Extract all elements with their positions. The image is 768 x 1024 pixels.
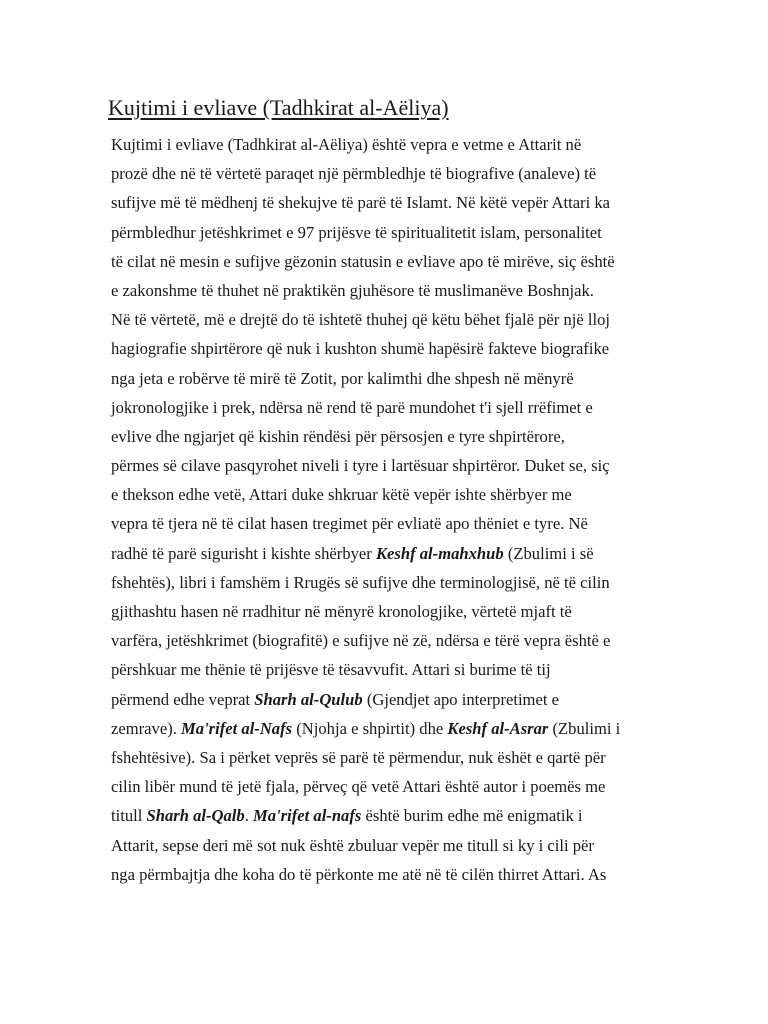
body-text-span: e zakonshme të thuhet në praktikën gjuhësore të muslimanëve Boshnjak. — [111, 280, 594, 300]
body-line — [111, 218, 671, 247]
body-text-span: hagiografie shpirtërore që nuk i kushton shumë hapësirë fakteve biografike — [111, 339, 610, 359]
body-text-span: prozë dhe në të vërtetë paraqet një përmbledhje të biografive (analeve) të — [111, 164, 597, 184]
body-line — [111, 655, 671, 684]
body-text-span: varfëra, jetëshkrimet (biografitë) e sufijve në zë, ndërsa e tërë vepra është e — [111, 631, 611, 651]
body-text-span: nga jeta e robërve të mirë të Zotit, por kalimthi dhe shpesh në mënyrë — [111, 368, 574, 388]
body-text-span: . — [244, 806, 254, 826]
body-line — [111, 743, 671, 772]
body-line — [111, 568, 671, 597]
body-text-span: e thekson edhe vetë, Attari duke shkruar këtë vepër ishte shërbyer me — [111, 485, 572, 505]
body-line — [111, 334, 671, 363]
body-line — [111, 801, 671, 830]
book-title-emphasis: Ma'rifet al-nafs — [253, 806, 362, 826]
body-text-span: fshehtësive). Sa i përket veprës së parë të përmendur, nuk ëshët e qartë për — [111, 747, 606, 767]
body-text-span: (Gjendjet apo interpretimet e — [362, 689, 559, 709]
body-text-span: të cilat në mesin e sufijve gëzonin statusin e evliave apo të mirëve, siç është — [111, 251, 615, 271]
body-line — [111, 480, 671, 509]
body-text-span: evlive dhe ngjarjet që kishin rëndësi për përsosjen e tyre shpirtërore, — [111, 426, 565, 446]
document-body — [111, 130, 671, 889]
book-title-emphasis: Sharh al-Qalb — [146, 806, 245, 826]
body-text-span: përmbledhur jetëshkrimet e 97 prijësve të spiritualitetit islam, personalitet — [111, 222, 602, 242]
book-title-emphasis: Keshf al-mahxhub — [375, 543, 504, 563]
body-text-span: (Zbulimi i së — [503, 543, 594, 563]
body-text-span: radhë të parë sigurisht i kishte shërbyer — [111, 543, 376, 563]
body-text-span: (Zbulimi i — [548, 718, 621, 738]
book-title-emphasis: Ma'rifet al-Nafs — [181, 718, 293, 738]
body-text-span: gjithashtu hasen në rradhitur në mënyrë kronologjike, vërtetë mjaft të — [111, 602, 572, 621]
body-line — [111, 276, 671, 305]
body-line — [111, 626, 671, 655]
document-title: Kujtimi i evliave (Tadhkirat al-Aëliya) — [108, 95, 449, 120]
body-line — [111, 772, 671, 801]
body-text-span: vepra të tjera në të cilat hasen tregimet për evliatë apo thëniet e tyre. Në — [111, 514, 588, 534]
body-text-span: nga përmbajtja dhe koha do të përkonte me atë në të cilën thirret Attari. As — [111, 864, 607, 884]
body-text-span: (Njohja e shpirtit) dhe — [292, 718, 448, 738]
body-line — [111, 422, 671, 451]
body-line — [111, 685, 671, 714]
body-line — [111, 130, 671, 159]
body-text-span: jokronologjike i prek, ndërsa në rend të parë mundohet t'i sjell rrëfimet e — [111, 397, 593, 417]
book-title-emphasis: Keshf al-Asrar — [447, 718, 549, 738]
body-line — [111, 860, 671, 889]
body-line — [111, 714, 671, 743]
body-text-span: Kujtimi i evliave (Tadhkirat al-Aëliya) është vepra e vetme e Attarit në — [111, 135, 582, 154]
body-line — [111, 597, 671, 626]
body-line — [111, 305, 671, 334]
body-text-span: Në të vërtetë, më e drejtë do të ishtetë thuhej që këtu bëhet fjalë për një lloj — [111, 310, 610, 330]
book-title-emphasis: Sharh al-Qulub — [254, 689, 363, 709]
body-line — [111, 831, 671, 860]
body-text-span: përmes së cilave pasqyrohet niveli i tyre i lartësuar shpirtëror. Duket se, siç — [111, 456, 610, 476]
body-line — [111, 159, 671, 188]
body-text-span: përshkuar me thënie të prijësve të tësavvufit. Attari si burime të tij — [111, 660, 551, 680]
body-line — [111, 393, 671, 422]
body-text-span: fshehtës), libri i famshëm i Rrugës së sufijve dhe terminologjisë, në të cilin — [111, 572, 610, 592]
body-line — [111, 364, 671, 393]
body-text-span: cilin libër mund të jetë fjala, përveç që vetë Attari është autor i poemës me — [111, 777, 606, 797]
body-line — [111, 509, 671, 538]
body-line — [111, 188, 671, 217]
body-line — [111, 451, 671, 480]
body-line — [111, 539, 671, 568]
body-text-span: zemrave). — [111, 718, 182, 738]
body-line — [111, 247, 671, 276]
body-text-span: titull — [111, 806, 147, 826]
body-text-span: përmend edhe veprat — [111, 689, 255, 709]
body-text-span: është burim edhe më enigmatik i — [361, 806, 583, 826]
body-text-span: sufijve më të mëdhenj të shekujve të parë të Islamt. Në këtë vepër Attari ka — [111, 193, 611, 213]
body-text-span: Attarit, sepse deri më sot nuk është zbuluar vepër me titull si ky i cili për — [111, 835, 594, 855]
